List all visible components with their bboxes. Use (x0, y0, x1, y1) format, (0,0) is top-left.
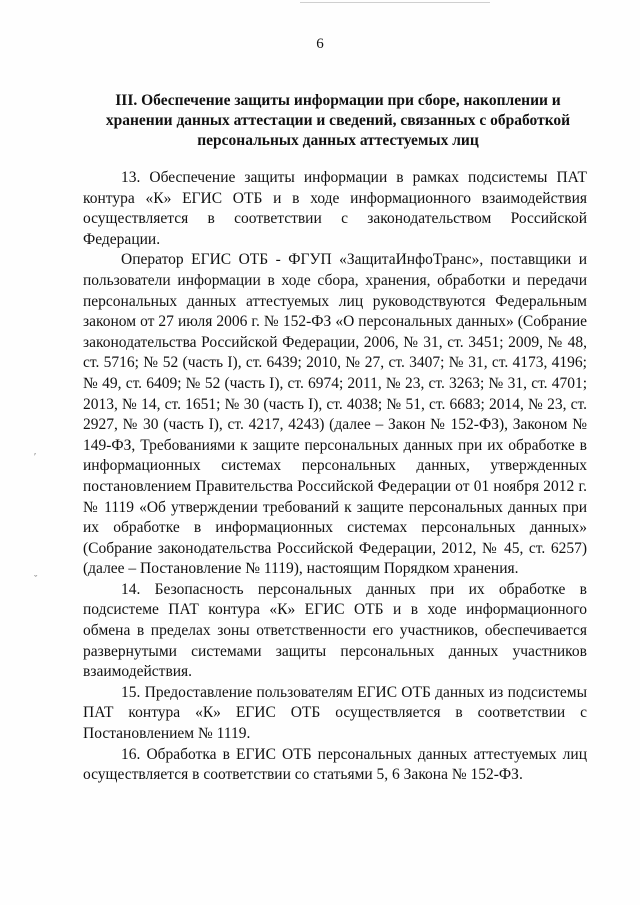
section-heading-line-2: хранении данных аттестации и сведений, связанных с обработкой (105, 112, 571, 129)
margin-tick-mark: ˬ (34, 566, 38, 577)
paragraph-15: 15. Предоставление пользователям ЕГИС ОТБ данных из подсистемы ПАТ контура «К» ЕГИС ОТБ осуществляется в соответствии с Постановлением № 1119. (83, 683, 587, 743)
paragraph-14: 14. Безопасность персональных данных при их обработке в подсистеме ПАТ контура «К» ЕГИС ОТБ и в ходе информационного обмена в пределах зоны ответственности его участников, обеспечивается развернутыми системами защиты персональных данных участников взаимодействия. (83, 580, 587, 681)
paragraph-16: 16. Обработка в ЕГИС ОТБ персональных данных аттестуемых лиц осуществляется в соответствии со статьями 5, 6 Закона № 152-ФЗ. (83, 745, 587, 784)
section-heading-line-3: персональных данных аттестуемых лиц (197, 132, 479, 149)
document-body (83, 168, 587, 786)
paragraph-operator: Оператор ЕГИС ОТБ - ФГУП «ЗащитаИнфоТранс», поставщики и пользователи информации в ходе сбора, хранения, обработки и передачи персональных данных аттестуемых лиц руководствуются Федеральным законом от 27 июля 2006 г. № 152-ФЗ «О персональных данных» (Собрание законодательства Российской Федерации, 2006, № 31, ст. 3451; 2009, № 48, ст. 5716; № 52 (часть I), ст. 6439; 2010, № 27, ст. 3407; № 31, ст. 4173, 4196; № 49, ст. 6409; № 52 (часть I), ст. 6974; 2011, № 23, ст. 3263; № 31, ст. 4701; 2013, № 14, ст. 1651; № 30 (часть I), ст. 4038; № 51, ст. 6683; 2014, № 23, ст. 2927, № 30 (часть I), ст. 4217, 4243) (далее – Закон № 152-ФЗ), Законом № 149-ФЗ, Требованиями к защите персональных данных при их обработке в информационных системах персональных данных, утвержденных постановлением Правительства Российской Федерации от 01 ноября 2012 г. № 1119 «Об утверждении требований к защите персональных данных при их обработке в информационных системах персональных данных» (Собрание законодательства Российской Федерации, 2012, № 45, ст. 6257) (далее – Постановление № 1119), настоящим Порядком хранения. (83, 251, 587, 578)
scan-edge-line (300, 2, 490, 3)
page-number: 6 (316, 36, 324, 52)
margin-tick-mark: ′ (34, 452, 37, 463)
paragraph-13: 13. Обеспечение защиты информации в рамках подсистемы ПАТ контура «К» ЕГИС ОТБ и в ходе информационного взаимодействия осуществляется в соответствии с законодательством Российской Федерации. (83, 169, 587, 248)
section-heading (100, 91, 576, 151)
section-heading-line-1: III. Обеспечение защиты информации при сборе, накоплении и (115, 92, 561, 109)
